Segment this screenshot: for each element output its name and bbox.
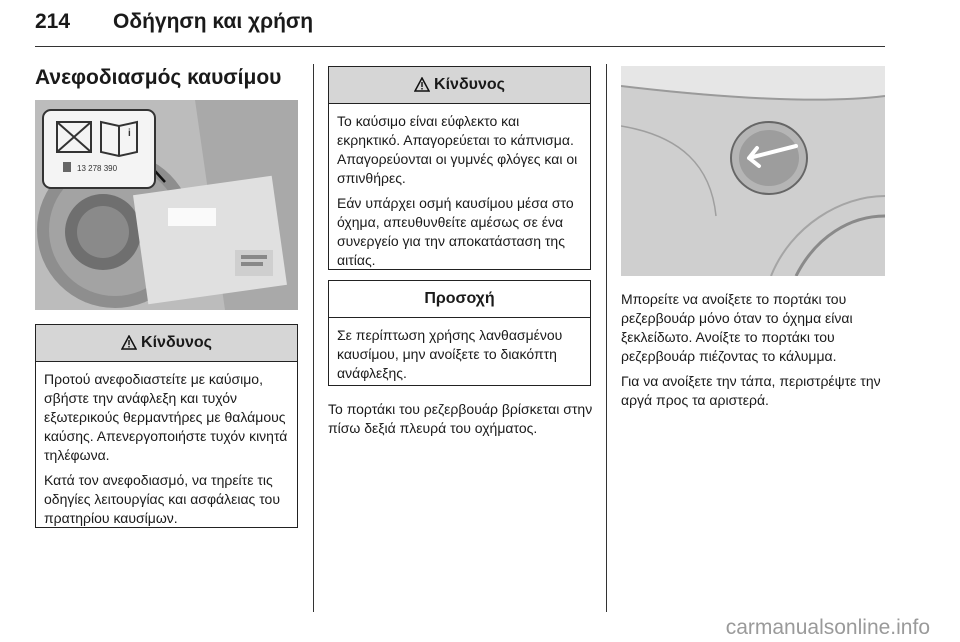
danger-box-body [36, 362, 297, 540]
danger-paragraph: Εάν υπάρχει οσμή καυσίμου μέσα στο όχημα, απευθυνθείτε αμέσως σε ένα συνεργείο για την αποκατάσταση της αιτίας. [337, 195, 574, 268]
warning-triangle-icon [414, 77, 430, 93]
fuel-door-illustration [621, 66, 885, 276]
body-paragraph: Το πορτάκι του ρεζερβουάρ βρίσκεται στην πίσω δεξιά πλευρά του οχήματος. [328, 401, 593, 436]
danger-box-heading [329, 67, 590, 104]
danger-box-body [329, 104, 590, 282]
danger-box-flammable [328, 66, 591, 270]
fuel-filler-photo [35, 100, 298, 310]
chapter-title: Οδήγηση και χρήση [113, 10, 314, 33]
caution-paragraph: Σε περίπτωση χρήσης λανθασμένου καυσίμου, μην ανοίξετε το διακόπτη ανάφλεξης. [337, 327, 563, 381]
danger-heading-text: Κίνδυνος [434, 76, 505, 93]
caution-box [328, 280, 591, 386]
svg-text:i: i [128, 128, 131, 139]
danger-box-fuelling [35, 324, 298, 528]
middle-text [328, 400, 596, 444]
caution-box-body [329, 318, 590, 395]
caution-box-heading: Προσοχή [329, 281, 590, 318]
column-divider-right [606, 64, 607, 612]
label-code: 13 278 390 [77, 164, 118, 173]
danger-heading-text: Κίνδυνος [141, 334, 212, 351]
danger-paragraph: Κατά τον ανεφοδιασμό, να τηρείτε τις οδηγίες λειτουργίας και ασφάλειας του πρατηρίου καυσίμων. [44, 472, 280, 526]
page-number: 214 [35, 10, 71, 33]
right-text [621, 290, 889, 416]
fuel-door-photo [621, 66, 885, 276]
danger-paragraph: Προτού ανεφοδιαστείτε με καύσιμο, σβήστε την ανάφλεξη και τυχόν εξωτερικούς θερμαντήρες με θαλάμους καύσης. Απενεργοποιήστε τυχόν κινητά τηλέφωνα. [44, 371, 288, 463]
section-title: Ανεφοδιασμός καυσίμου [35, 66, 282, 89]
watermark: carmanualsonline.info [725, 616, 930, 639]
fuel-filler-illustration [35, 100, 298, 310]
body-paragraph: Μπορείτε να ανοίξετε το πορτάκι του ρεζερβουάρ μόνο όταν το όχημα είναι ξεκλείδωτο. Ανοίξτε το πορτάκι του ρεζερβουάρ πιέζοντας το κάλυμμα. [621, 291, 853, 364]
danger-box-heading [36, 325, 297, 362]
warning-triangle-icon [121, 335, 137, 351]
danger-paragraph: Το καύσιμο είναι εύφλεκτο και εκρηκτικό. Απαγορεύεται το κάπνισμα. Απαγορεύονται οι γυμνές φλόγες και οι σπινθήρες. [337, 113, 578, 186]
column-divider-left [313, 64, 314, 612]
header-rule [35, 46, 885, 47]
body-paragraph: Για να ανοίξετε την τάπα, περιστρέψτε την αργά προς τα αριστερά. [621, 373, 881, 408]
